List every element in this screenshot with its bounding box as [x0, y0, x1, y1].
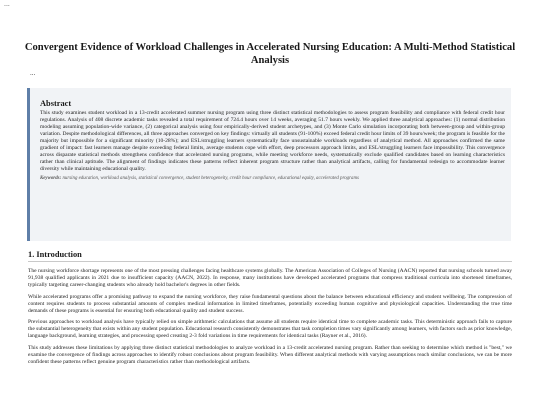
paper-title: Convergent Evidence of Workload Challenges in Accelerated Nursing Education: A Multi-Method Statistical Analysis: [24, 42, 516, 66]
corner-mark: ...: [4, 1, 10, 8]
keywords-list: nursing education, workload analysis, statistical convergence, student heterogeneity, credit hour compliance, educational equity, accelerated programs: [62, 176, 359, 182]
abstract-text: This study examines student workload in a 13-credit accelerated summer nursing program using three distinct statistical methodologies to assess program feasibility and compliance with federal credit hour regulations. Analysis of 408 discrete academic tasks revealed a total requirement of 724.4 hours over 14 weeks, averaging 51.7 hours weekly. We applied three analytical approaches: (1) normal distribution modeling assuming population-wide variance, (2) categorical analysis using four empirically-derived student archetypes, and (3) Monte Carlo simulation incorporating both between-group and within-group variation. Despite methodological differences, all three approaches converged on key findings: virtually all students (91-100%) exceed federal credit hour limits of 39 hours/week; the program is feasible for the majority but impossible for a significant minority (10-28%); and ESL/struggling learners systematically face unsustainable workloads regardless of analytical method. All approaches confirmed the same gradient of impact: fast learners manage despite exceeding federal limits, average students cope with effort, deep processors approach limits, and ESL/struggling learners face impossibility. This convergence across disparate statistical methods strengthens confidence that accelerated nursing programs, while meeting workforce needs, systematically exclude qualified candidates based on learning characteristics rather than clinical aptitude. The alignment of findings indicates these patterns reflect inherent program structure rather than analytical artifacts, calling for fundamental redesign to accommodate learner diversity while maintaining educational quality.: [40, 110, 505, 173]
intro-paragraph-1: The nursing workforce shortage represents one of the most pressing challenges facing healthcare systems globally. The American Association of Colleges of Nursing (AACN) reported that nursing schools turned away 91,938 qualified applicants in 2021 due to insufficient capacity (AACN, 2022). In response, many institutions have developed accelerated programs that compress traditional curricula into shortened timeframes, typically targeting career-changing students who already hold bachelor's degrees in other fields.: [28, 268, 512, 289]
introduction-body: [28, 268, 512, 371]
keywords-label: Keywords:: [40, 176, 62, 182]
keywords-line: [40, 176, 505, 182]
intro-paragraph-3: Previous approaches to workload analysis have typically relied on simple arithmetic calculations that assume all students require identical time to complete academic tasks. This deterministic approach fails to capture the substantial heterogeneity that exists within any student population. Educational research consistently demonstrates that task completion times vary significantly among learners, with factors such as prior knowledge, language background, learning strategies, and processing speed creating 2-3 fold variations in time requirements for identical tasks (Rayner et al., 2016).: [28, 319, 512, 340]
section-heading-introduction: 1. Introduction: [28, 250, 82, 259]
abstract-box: [27, 88, 511, 241]
byline-placeholder: ...: [30, 69, 36, 77]
abstract-heading: Abstract: [40, 99, 72, 108]
intro-paragraph-2: While accelerated programs offer a promising pathway to expand the nursing workforce, they raise fundamental questions about the balance between educational efficiency and student wellbeing. The compression of content requires students to process substantial amounts of complex medical information in limited timeframes, potentially exceeding human cognitive and physiological capacities. Understanding the true time demands of these programs is essential for ensuring both educational quality and student success.: [28, 293, 512, 314]
section-divider: [28, 261, 512, 262]
intro-paragraph-4: This study addresses these limitations by applying three distinct statistical methodologies to analyze workload in a 13-credit accelerated nursing program. Rather than seeking to determine which method is "best," we examine the convergence of findings across approaches to identify robust conclusions about program feasibility. When different analytical methods with varying assumptions reach similar conclusions, we can be more confident these patterns reflect genuine program characteristics rather than methodological artifacts.: [28, 344, 512, 366]
